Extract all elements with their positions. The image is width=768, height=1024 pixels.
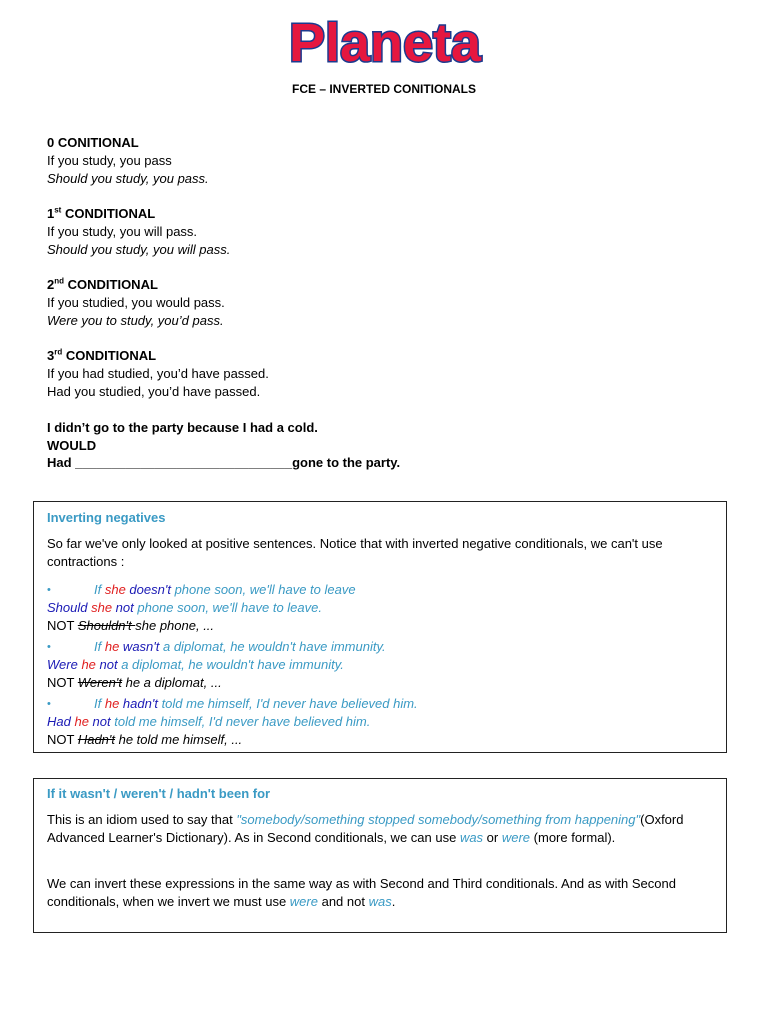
example3-not: NOT Hadn't he told me himself, ... [47, 732, 243, 747]
first-conditional-line1: If you study, you will pass. [47, 224, 198, 239]
inverting-negatives-title: Inverting negatives [47, 510, 166, 525]
example2-if: If he wasn't a diplomat, he wouldn't have immunity. [94, 639, 386, 654]
inverting-negatives-box [33, 501, 727, 753]
zero-conditional-heading: 0 CONITIONAL [47, 135, 139, 150]
idiom-paragraph-1: This is an idiom used to say that "somebody/something stopped somebody/something from happening"(Oxford Advanced Learner's Dictionary). As in Second conditionals, we can use was or were (more formal). [47, 812, 684, 845]
exercise-sentence: I didn’t go to the party because I had a cold. [47, 420, 318, 435]
idiom-box [33, 778, 727, 933]
zero-conditional-line1: If you study, you pass [47, 153, 172, 168]
bullet-icon: • [47, 584, 51, 596]
example3-inverted: Had he not told me himself, I'd never have believed him. [47, 714, 371, 729]
exercise-keyword: WOULD [47, 438, 97, 453]
example1-if: If she doesn't phone soon, we'll have to leave [94, 582, 356, 597]
first-conditional-heading: 1st CONDITIONAL [47, 205, 156, 221]
example1-not: NOT Shouldn't she phone, ... [47, 618, 215, 633]
logo-text: Planeta [288, 14, 482, 72]
example3-if: If he hadn't told me himself, I'd never have believed him. [94, 696, 418, 711]
example1-inverted: Should she not phone soon, we'll have to leave. [47, 600, 322, 615]
example2-inverted: Were he not a diplomat, he wouldn't have immunity. [47, 657, 344, 672]
second-conditional-line1: If you studied, you would pass. [47, 295, 225, 310]
bullet-icon: • [47, 641, 51, 653]
inverting-negatives-intro: So far we've only looked at positive sentences. Notice that with inverted negative conditionals, we can't use contractions : [47, 536, 663, 569]
idiom-title: If it wasn't / weren't / hadn't been for [47, 786, 271, 801]
second-conditional-line2: Were you to study, you’d pass. [47, 313, 224, 328]
idiom-paragraph-2: We can invert these expressions in the same way as with Second and Third conditionals. And as with Second conditionals, when we invert we must use were and not was. [47, 876, 676, 909]
exercise-transform-line: Had ______________________________gone to the party. [47, 455, 401, 470]
document-title: FCE – INVERTED CONITIONALS [291, 82, 476, 96]
first-conditional-line2: Should you study, you will pass. [47, 242, 231, 257]
third-conditional-heading: 3rd CONDITIONAL [47, 347, 157, 363]
second-conditional-heading: 2nd CONDITIONAL [47, 276, 158, 292]
planeta-logo [240, 14, 530, 72]
example2-not: NOT Weren't he a diplomat, ... [47, 675, 222, 690]
third-conditional-line2: Had you studied, you’d have passed. [47, 384, 261, 399]
bullet-icon: • [47, 698, 51, 710]
zero-conditional-line2: Should you study, you pass. [47, 171, 209, 186]
third-conditional-line1: If you had studied, you’d have passed. [47, 366, 269, 381]
answer-blank: ______________________________ [75, 455, 293, 470]
